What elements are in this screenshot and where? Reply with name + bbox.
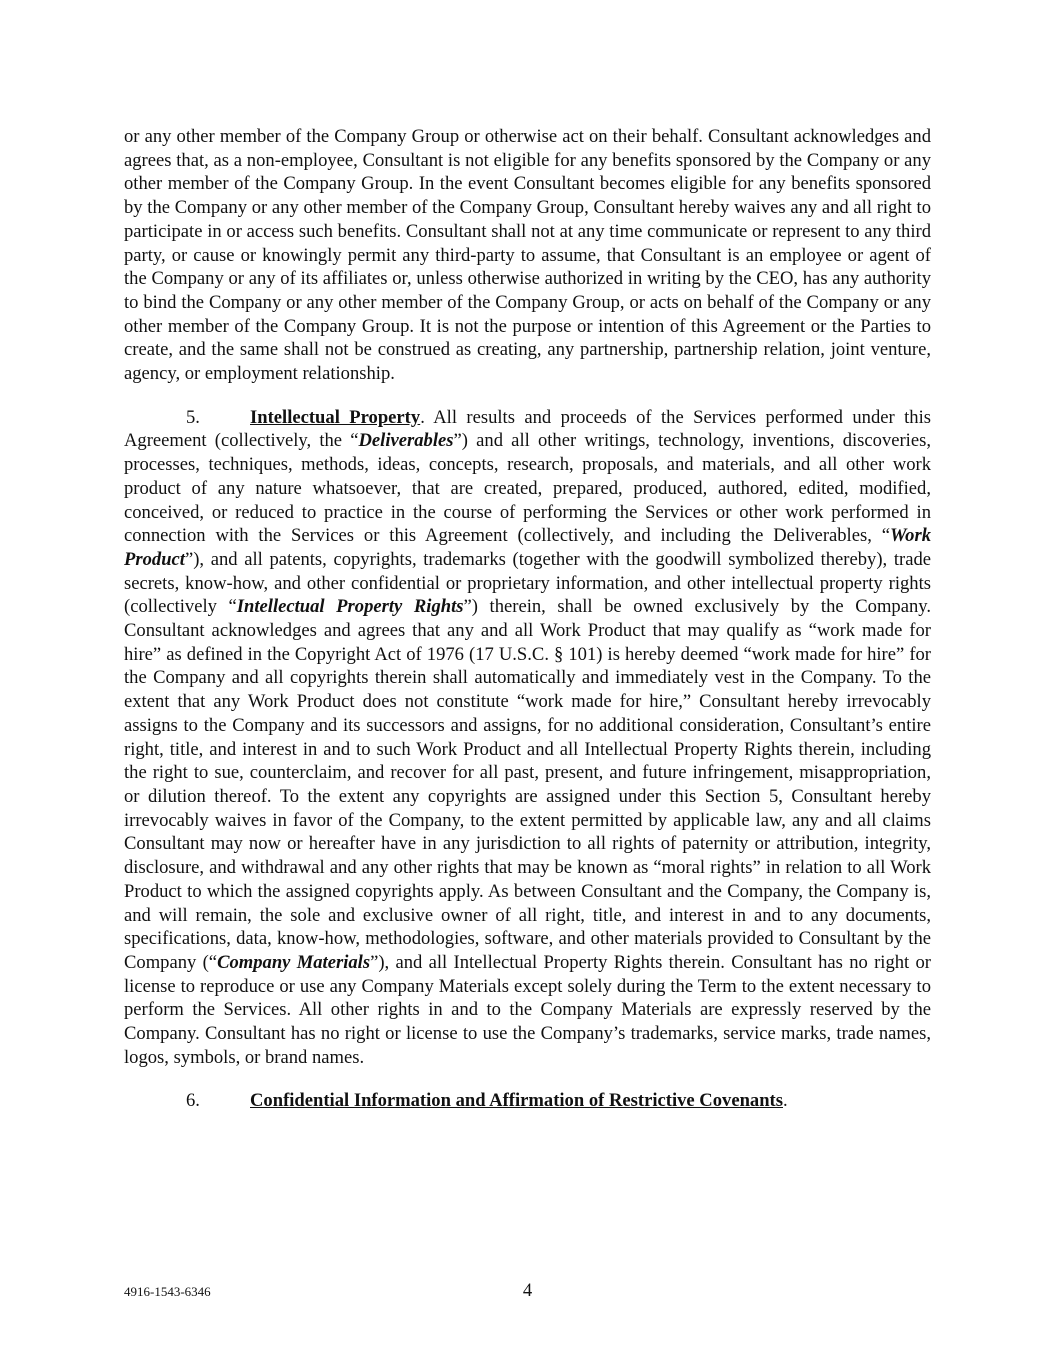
term-deliverables: Deliverables [358,430,454,452]
document-id: 4916-1543-6346 [124,1284,211,1299]
section-5-text-1: . All results and proceeds of the Services performed under this Agreement (collectively, the “ [124,406,931,452]
section-5-text-4: ”) therein, shall be owned exclusively by the Company. Consultant acknowledges and agrees that any and all Work Product that may qualify as “work made for hire” as defined in the Copyright Act of 1976 (17 U.S.C. § 101) is hereby deemed “work made for hire” for the Company and all copyrights therein shall automatically and immediately vest in the Company. To the extent that any Work Product does not constitute “work made for hire,” Consultant hereby irrevocably assigns to the Company and its successors and assigns, for no additional consideration, Consultant’s entire right, title, and interest in and to such Work Product and all Intellectual Property Rights therein, including the right to sue, counterclaim, and recover for all past, present, and future infringement, misappropriation, or dilution thereof. To the extent any copyrights are assigned under this Section 5, Consultant hereby irrevocably waives in favor of the Company, to the extent permitted by applicable law, any and all claims Consultant may now or hereafter have in any jurisdiction to all rights of paternity or attribution, integrity, disclosure, and withdrawal and any other rights that may be known as “moral rights” in relation to all Work Product to which the assigned copyrights apply. As between Consultant and the Company, the Company is, and will remain, the sole and exclusive owner of all right, title, and interest in and to any documents, specifications, data, know-how, methodologies, software, and other materials provided to Consultant by the Company (“ [124,596,931,973]
term-intellectual-property-rights: Intellectual Property Rights [236,596,464,618]
section-5-number: 5. [186,406,200,428]
term-company-materials: Company Materials [217,951,371,973]
continuation-paragraph: or any other member of the Company Group or otherwise act on their behalf. Consultant acknowledges and agrees that, as a non-employee, Consultant is not eligible for any benefits sponsored by the Company or any other member of the Company Group. In the event Consultant becomes eligible for any benefits sponsored by the Company or any other member of the Company Group, Consultant hereby waives any and all right to participate in or access such benefits. Consultant shall not at any time communicate or represent to any third party, or cause or knowingly permit any third-party to assume, that Consultant is an employee or agent of the Company or any of its affiliates or, unless otherwise authorized in writing by the CEO, has any authority to bind the Company or any other member of the Company Group, or acts on behalf of the Company or any other member of the Company Group. It is not the purpose or intention of this Agreement or the Parties to create, and the same shall not be construed as creating, any partnership, partnership relation, joint venture, agency, or employment relationship. [124,126,931,385]
term-work-product: Work Product [124,525,931,570]
section-6-period: . [783,1090,788,1112]
section-5-text-5: ”), and all Intellectual Property Rights therein. Consultant has no right or license to reproduce or use any Company Materials except solely during the Term to the extent necessary to perform the Services. All other rights in and to the Company Materials are expressly reserved by the Company. Consultant has no right or license to use the Company’s trademarks, service marks, trade names, logos, symbols, or brand names. [124,951,931,1068]
section-6-heading-line [124,1089,931,1113]
section-5-paragraph [124,406,931,1070]
section-6-number: 6. [186,1090,200,1112]
section-5-heading: Intellectual Property [250,406,421,428]
page-number: 4 [522,1280,533,1301]
section-5-text-3: ”), and all patents, copyrights, trademarks (together with the goodwill symbolized thereby), trade secrets, know-how, and other confidential or proprietary information, and other intellectual property rights (collectively “ [124,548,931,618]
section-6-heading: Confidential Information and Affirmation of Restrictive Covenants [250,1090,783,1112]
document-body [124,125,931,1113]
section-5-text-2: ”) and all other writings, technology, inventions, discoveries, processes, techniques, methods, ideas, concepts, research, proposals, and materials, and all other work product of any nature whatsoever, that are created, prepared, produced, authored, edited, modified, conceived, or reduced to practice in the course of performing the Services or other work performed in connection with the Services or this Agreement (collectively, and including the Deliverables, “ [124,430,931,547]
